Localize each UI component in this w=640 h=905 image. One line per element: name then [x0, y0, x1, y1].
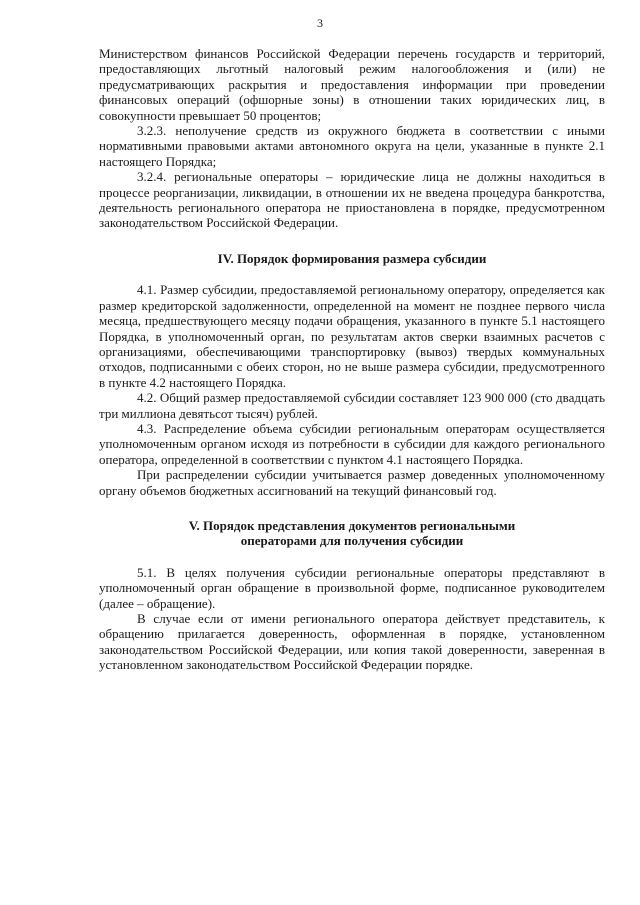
document-body	[99, 46, 605, 673]
paragraph-4-distribution: При распределении субсидии учитывается размер доведенных уполномоченному органу объемов бюджетных ассигнований на текущий финансовый год.	[99, 467, 605, 498]
paragraph-5-representative: В случае если от имени регионального оператора действует представитель, к обращению прилагается доверенность, оформленная в порядке, установленном законодательством Российской Федерации, или копия такой доверенности, заверенная в установленном законодательством Российской Федерации порядке.	[99, 611, 605, 673]
continuation-paragraph: Министерством финансов Российской Федерации перечень государств и территорий, предоставляющих льготный налоговый режим налогообложения и (или) не предусматривающих раскрытия и предоставления информации при проведении финансовых операций (офшорные зоны) в отношении таких юридических лиц, в совокупности превышает 50 процентов;	[99, 46, 605, 123]
paragraph-3-2-4: 3.2.4. региональные операторы – юридические лица не должны находиться в процессе реорганизации, ликвидации, в отношении их не введена процедура банкротства, деятельность регионального оператора не приостановлена в порядке, предусмотренном законодательством Российской Федерации.	[99, 169, 605, 231]
page-number: 3	[317, 16, 323, 30]
paragraph-4-1: 4.1. Размер субсидии, предоставляемой региональному оператору, определяется как размер кредиторской задолженности, определенной на момент не позднее первого числа месяца, предшествующего месяцу подачи обращения, указанного в пункте 5.1 настоящего Порядка, в уполномоченный орган, по результатам актов сверки взаимных расчетов с организациями, обеспечивающими транспортировку (вывоз) твердых коммунальных отходов, подписанными с обеих сторон, но не выше размера субсидии, предусмотренного в пункте 4.2 настоящего Порядка.	[99, 282, 605, 390]
section-5-heading-line-2: операторами для получения субсидии	[240, 533, 464, 549]
paragraph-3-2-3: 3.2.3. неполучение средств из окружного бюджета в соответствии с иными нормативными правовыми актами автономного округа на цели, указанные в пункте 2.1 настоящего Порядка;	[99, 123, 605, 169]
paragraph-5-1: 5.1. В целях получения субсидии региональные операторы представляют в уполномоченный орган обращение в произвольной форме, подписанное руководителем (далее – обращение).	[99, 564, 605, 611]
section-4-heading: IV. Порядок формирования размера субсидии	[217, 250, 487, 266]
section-5-heading	[99, 518, 605, 549]
paragraph-4-2: 4.2. Общий размер предоставляемой субсидии составляет 123 900 000 (сто двадцать три миллиона девятьсот тысяч) рублей.	[99, 390, 605, 421]
section-5-heading-line-1: V. Порядок представления документов региональными	[188, 517, 516, 533]
paragraph-4-3: 4.3. Распределение объема субсидии региональным операторам осуществляется уполномоченным органом исходя из потребности в субсидии для каждого регионального оператора, определенной в соответствии с пунктом 4.1 настоящего Порядка.	[99, 420, 605, 467]
